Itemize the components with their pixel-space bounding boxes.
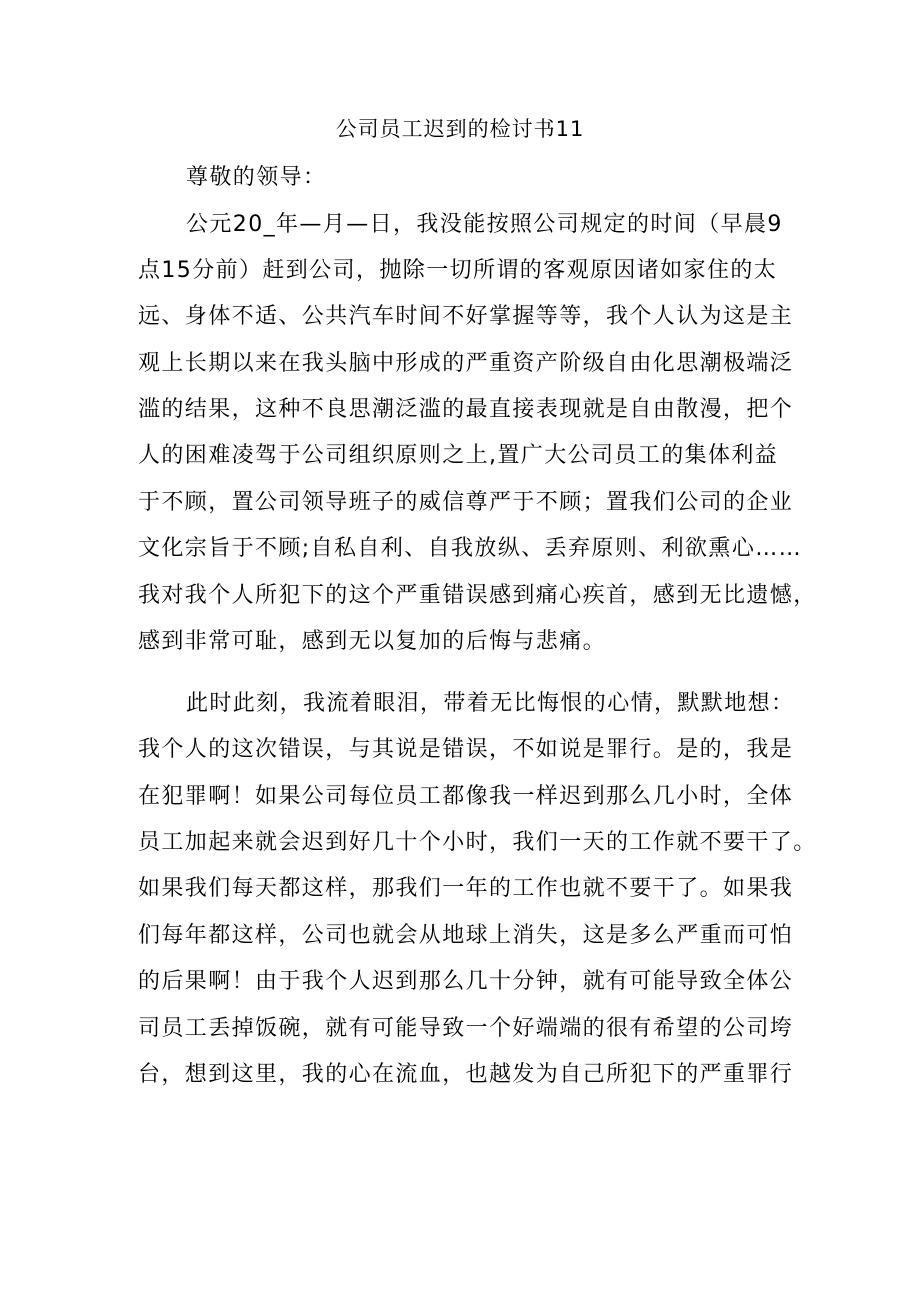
paragraph-1-line-7: 于不顾，置公司领导班子的威信尊严于不顾；置我们公司的企业 — [138, 490, 794, 515]
paragraph-1-line-3: 远、身体不适、公共汽车时间不好掌握等等，我个人认为这是主 — [138, 304, 794, 329]
paragraph-2-line-4: 员工加起来就会迟到好几十个小时，我们一天的工作就不要干了。 — [138, 830, 817, 855]
salutation: 尊敬的领导： — [186, 165, 327, 190]
paragraph-2-line-5: 如果我们每天都这样，那我们一年的工作也就不要干了。如果我 — [138, 876, 794, 901]
paragraph-1-line-2: 点15分前）赶到公司，抛除一切所谓的客观原因诸如家住的太 — [138, 258, 778, 283]
paragraph-2-line-1: 此时此刻，我流着眼泪，带着无比悔恨的心情，默默地想： — [186, 691, 795, 716]
paragraph-2-line-9: 台，想到这里，我的心在流血，也越发为自己所犯下的严重罪行 — [138, 1062, 794, 1087]
paragraph-2-line-8: 司员工丢掉饭碗，就有可能导致一个好端端的很有希望的公司垮 — [138, 1016, 794, 1041]
paragraph-1-line-4: 观上长期以来在我头脑中形成的严重资产阶级自由化思潮极端泛 — [138, 351, 794, 376]
paragraph-1-line-6: 人的困难凌驾于公司组织原则之上,置广大公司员工的集体利益 — [138, 443, 779, 468]
paragraph-2-line-6: 们每年都这样，公司也就会从地球上消失，这是多么严重而可怕 — [138, 923, 794, 948]
paragraph-2-line-2: 我个人的这次错误，与其说是错误，不如说是罪行。是的，我是 — [138, 737, 794, 762]
paragraph-1-line-5: 滥的结果，这种不良思潮泛滥的最直接表现就是自由散漫，把个 — [138, 397, 794, 422]
paragraph-1-line-9: 我对我个人所犯下的这个严重错误感到痛心疾首，感到无比遗憾， — [138, 583, 817, 608]
paragraph-2-line-3: 在犯罪啊！如果公司每位员工都像我一样迟到那么几小时，全体 — [138, 784, 794, 809]
paragraph-1-line-10: 感到非常可耻，感到无以复加的后悔与悲痛。 — [138, 629, 607, 654]
document-title: 公司员工迟到的检讨书11 — [335, 117, 585, 141]
paragraph-1-line-1: 公元20_年—月—日，我没能按照公司规定的时间（早晨9 — [186, 212, 783, 237]
paragraph-1-line-8: 文化宗旨于不顾;自私自利、自我放纵、丢弃原则、利欲熏心…… — [138, 536, 803, 561]
paragraph-2-line-7: 的后果啊！由于我个人迟到那么几十分钟，就有可能导致全体公 — [138, 969, 794, 994]
